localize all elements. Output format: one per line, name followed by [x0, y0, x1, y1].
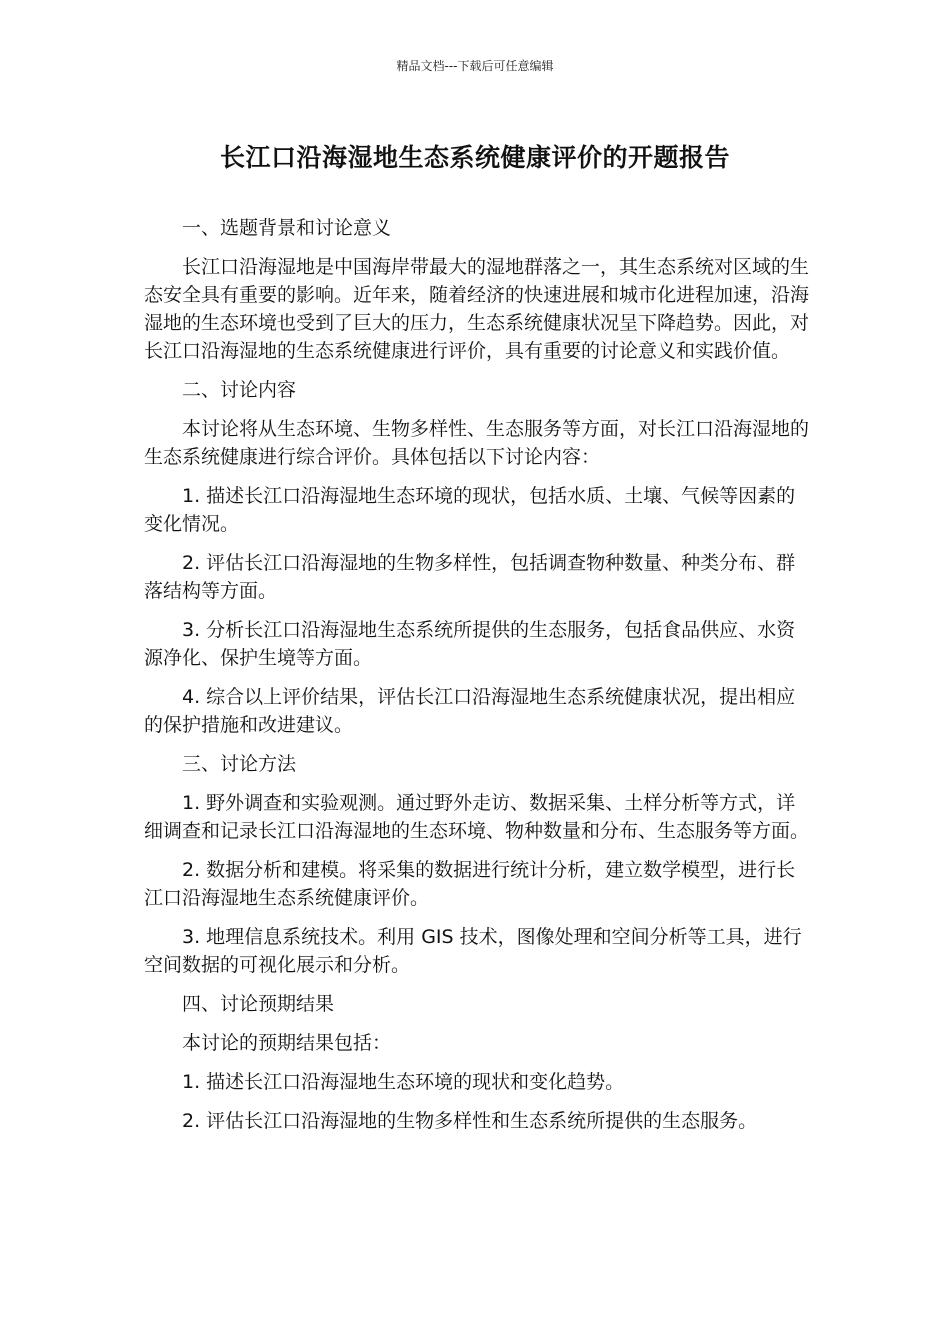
- list-item-result-1: 1. 描述长江口沿海湿地生态环境的现状和变化趋势。: [182, 1071, 625, 1093]
- list-item-content-1: 1. 描述长江口沿海湿地生态环境的现状，包括水质、土壤、气候等因素的变化情况。: [144, 485, 796, 535]
- paragraph-results-intro: 本讨论的预期结果包括：: [182, 1032, 392, 1054]
- document-body: [144, 214, 810, 1146]
- list-item-method-1: 1. 野外调查和实验观测。通过野外走访、数据采集、土样分析等方式，详细调查和记录长江口沿海湿地的生态环境、物种数量和分布、生态服务等方面。: [144, 792, 810, 842]
- paragraph-background: 长江口沿海湿地是中国海岸带最大的湿地群落之一，其生态系统对区域的生态安全具有重要的影响。近年来，随着经济的快速进展和城市化进程加速，沿海湿地的生态环境也受到了巨大的压力，生态系统健康状况呈下降趋势。因此，对长江口沿海湿地的生态系统健康进行评价，具有重要的讨论意义和实践价值。: [144, 256, 810, 362]
- document-title: 长江口沿海湿地生态系统健康评价的开题报告: [219, 143, 730, 172]
- section-heading-background: 一、选题背景和讨论意义: [182, 217, 392, 239]
- list-item-content-2: 2. 评估长江口沿海湿地的生物多样性，包括调查物种数量、种类分布、群落结构等方面。: [144, 552, 796, 602]
- list-item-content-4: 4. 综合以上评价结果，评估长江口沿海湿地生态系统健康状况，提出相应的保护措施和改进建议。: [144, 686, 796, 736]
- page-header: 精品文档---下载后可任意编辑: [396, 59, 554, 73]
- paragraph-content-intro: 本讨论将从生态环境、生物多样性、生态服务等方面，对长江口沿海湿地的生态系统健康进行综合评价。具体包括以下讨论内容：: [144, 418, 810, 468]
- list-item-method-2: 2. 数据分析和建模。将采集的数据进行统计分析，建立数学模型，进行长江口沿海湿地生态系统健康评价。: [144, 859, 796, 909]
- section-heading-methods: 三、讨论方法: [182, 753, 297, 775]
- list-item-result-2: 2. 评估长江口沿海湿地的生物多样性和生态系统所提供的生态服务。: [182, 1110, 758, 1132]
- list-item-content-3: 3. 分析长江口沿海湿地生态系统所提供的生态服务，包括食品供应、水资源净化、保护生境等方面。: [144, 619, 796, 669]
- section-heading-content: 二、讨论内容: [182, 379, 297, 401]
- list-item-method-3: 3. 地理信息系统技术。利用 GIS 技术，图像处理和空间分析等工具，进行空间数据的可视化展示和分析。: [144, 926, 802, 976]
- section-heading-results: 四、讨论预期结果: [182, 993, 335, 1015]
